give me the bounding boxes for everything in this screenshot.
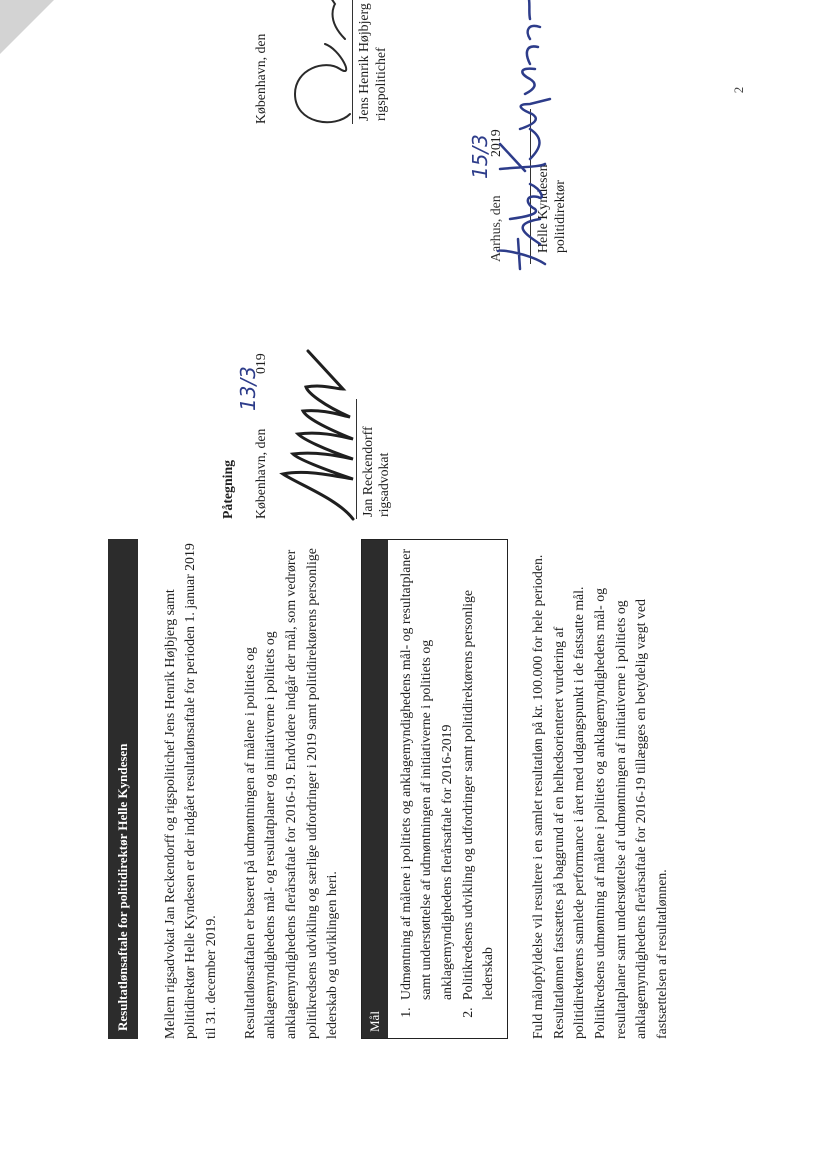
sig2-name: Jens Henrik Højbjerg [356,3,371,121]
sig1-role: rigsadvokat [376,452,391,517]
sig3-year: 2019 [488,129,503,157]
page-number: 2 [731,86,746,94]
goal-item: 1. Udmøntning af målene i politiets og anklagemyndighedens mål- og resultatplaner samt understøttelse af udmøntningen af initiativerne i politiets og anklagemyndighedens flerårsaftale for 2016-2019 [396,540,458,1004]
sig2-role: rigspolitichef [373,47,388,121]
sig1-place-date: København, den [253,428,268,519]
payout-paragraph: Fuld målopfyldelse vil resultere i en samlet resultatløn på kr. 100.000 for hele perioden. Resultatlønnen fastsættes på baggrund af en helhedsorienteret vurdering af politidirektørens samlede performance i året med udgangspunkt i de fastsatte mål. Politikredsens udmøntning af målene i politiets og anklagemyndighedens mål- og resultatplaner samt understøttelse af udmøntningen af initiativerne i politiets og anklagemyndighedens flerårsaftale for 2016-19 tillægges en betydelig vægt ved fastsættelsen af resultatlønnen. [529,554,670,1039]
sig1-name: Jan Reckendorff [360,426,375,517]
endorsement-section [0,0,828,519]
goals-box [361,539,508,1039]
document-title: Resultatlønsaftale for politidirektør Helle Kyndesen [108,539,138,1039]
sig2-place-date: København, den [253,33,268,124]
goal-item: 2. Politikredsens udvikling og udfordringer samt politidirektørens personlige lederskab [458,540,499,1004]
sig1-signature [268,339,368,539]
goals-list [396,540,499,1038]
sig2-signature [265,0,360,139]
basis-paragraph: Resultatlønsaftalen er baseret på udmøntningen af målene i politiets og anklagemyndighedens mål- og resultatplaner og initiativerne i politiets og anklagemyndighedens flerårsaftale for 2016-19. Endvidere indgår der mål, som vedrører politikredsens udvikling og særlige udfordringer i 2019 samt politidirektørens personlige lederskab og udviklingen heri. [241,548,340,1039]
sig3-signature [490,0,560,279]
sig1-year: 019 [253,353,268,374]
sig3-handwritten-date: 15/3 [468,134,492,179]
sig1-handwritten-date: 13/3 [236,366,260,411]
sig3-role: politidirektør [552,180,567,253]
intro-paragraph: Mellem rigsadvokat Jan Reckendorff og rigspolitichef Jens Henrik Højbjerg samt politidirektør Helle Kyndesen er der indgået resultatlønsaftale for perioden 1. januar 2019 til 31. december 2019. [161,543,218,1039]
sig3-place-date: Aarhus, den [488,195,503,262]
sig3-name: Helle Kyndesen [535,164,550,253]
endorsement-heading: Påtegning [220,459,235,519]
goals-heading: Mål [362,540,388,1038]
agreement-column [108,539,691,1039]
